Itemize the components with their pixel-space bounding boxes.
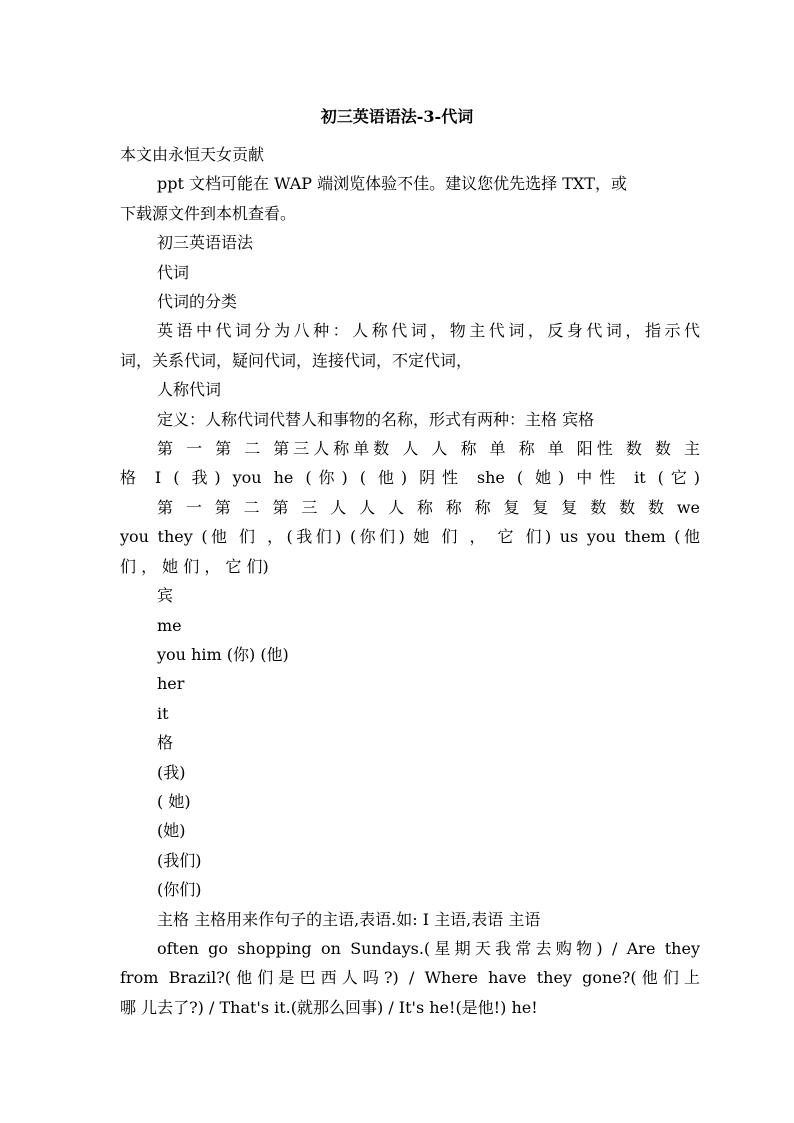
text-line: ppt 文档可能在 WAP 端浏览体验不佳。建议您优先选择 TXT，或 [157, 174, 627, 194]
text-line: 哪 儿去了?) / That's it.(就那么回事) / It's he!(是他!) he! [120, 997, 538, 1017]
document-title: 初三英语语法-3-代词 [320, 107, 474, 126]
text-line: 格 [157, 733, 174, 753]
text-line: 词，关系代词，疑问代词，连接代词，不定代词， [120, 350, 473, 370]
text-line: often go shopping on Sundays.(星期天我常去购物) / Are they [157, 938, 700, 958]
text-line: 英语中代词分为八种：人称代词，物主代词，反身代词，指示代 [157, 321, 700, 341]
text-line: from Brazil?(他们是巴西人吗?) / Where have they gone?(他们上 [120, 968, 700, 988]
text-line: 格 I ( 我) you he (你) ( 他) 阴性 she ( 她) 中性 it (它) [120, 468, 700, 488]
text-line: me [157, 615, 182, 635]
text-line: 代词的分类 [157, 292, 238, 312]
text-line: you him (你) (他) [157, 644, 289, 664]
text-line: her [157, 674, 185, 694]
text-line: 定义：人称代词代替人和事物的名称，形式有两种：主格 宾格 [157, 409, 595, 429]
text-line: (你们) [157, 880, 202, 900]
text-line: (她) [157, 821, 186, 841]
text-line: 人称代词 [157, 380, 222, 400]
text-line: (我们) [157, 850, 202, 870]
text-line: 第 一 第 二 第 三 人 人 人 称 称 称 复 复 复 数 数 数 we [157, 497, 700, 517]
text-line: 宾 [157, 586, 174, 606]
text-line: 本文由永恒天女贡献 [120, 145, 265, 164]
document-body [120, 140, 700, 1022]
text-line: 主格 主格用来作句子的主语,表语.如: I 主语,表语 主语 [157, 909, 541, 929]
text-line: ( 她) [157, 791, 191, 811]
text-line: it [157, 703, 169, 723]
text-line: 下载源文件到本机查看。 [120, 203, 297, 223]
text-line: 代词 [157, 262, 190, 282]
text-line: 第 一 第 二 第三人称单数 人 人 称 单 称 单 阳性 数 数 主 [157, 439, 700, 459]
text-line: 初三英语语法 [157, 233, 254, 253]
text-line: 们 ， 她 们 ， 它 们) [120, 556, 269, 576]
text-line: you they (他 们 ，(我们) (你们) 她 们 ， 它 们) us you them (他 [120, 527, 700, 547]
text-line: (我) [157, 762, 186, 782]
